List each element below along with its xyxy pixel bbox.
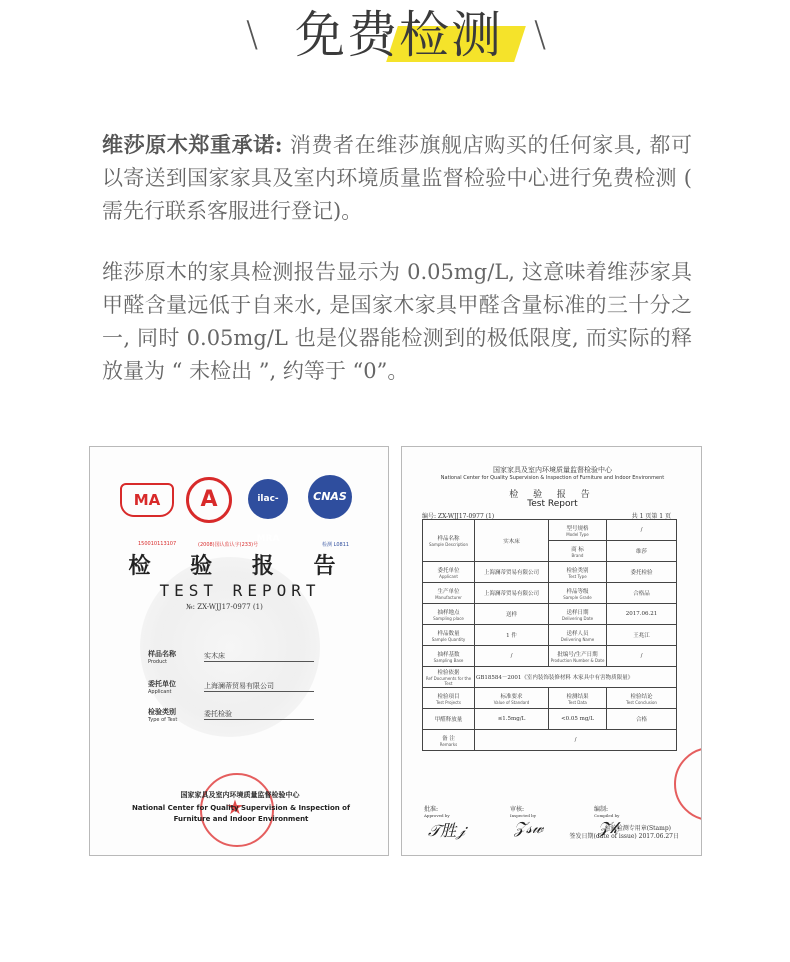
cal-logo-icon: A [186,477,232,523]
red-seal-stamp [674,747,702,821]
table-cell: / [475,646,549,667]
promise-paragraph [102,128,692,228]
table-cell: 检验项目 Test Projects [423,688,475,709]
cover-field-applicant [148,679,274,695]
page-title: 免费检测 [295,6,503,64]
table-cell: 检验结论 Test Conclusion [607,688,677,709]
ilac-mra-logo-icon: ilac-MRA [248,479,288,519]
cover-issuer-cn: 国家家具及室内环境质量监督检验中心 [180,791,300,799]
report-number: 编号: ZX-WJJ17-0977 (1) [422,513,495,520]
field-value: 委托检验 [204,709,314,720]
table-row [423,709,677,730]
cover-report-number: №: ZX-WJJ17-0977 (1) [186,603,263,611]
compiled-signature: 编制: Compiled by 𝒵𝓀 [594,806,620,837]
report-table [422,519,677,751]
field-label-en: Applicant [148,689,172,695]
table-cell: 商 标 Brand [549,541,607,562]
report-stamp-label: 检验检测专用章(Stamp) [604,825,671,832]
cover-issuer-en: National Center for Quality Supervision & Inspection of Furniture and Indoor Environment [131,804,351,823]
table-row [423,667,677,688]
field-label: 样品名称 [148,649,176,658]
table-row [423,520,677,541]
report-header-cn: 国家家具及室内环境质量监督检验中心 [493,466,612,474]
table-row [423,625,677,646]
slash-right: \ [534,14,547,55]
report-title-cn: 检 验 报 告 [509,490,596,500]
cnas-caption: 检测 L0811 [322,542,350,548]
table-cell: 合格品 [607,583,677,604]
table-cell: 2017.06.21 [607,604,677,625]
cnas-logo-icon: CNAS [308,475,352,519]
table-cell: 型号规格 Model Type [549,520,607,541]
table-cell: 检测结果 Test Data [549,688,607,709]
cover-field-product [148,649,225,665]
table-cell: 合格 [607,709,677,730]
report-issue-date: 签发日期(date of issue) 2017.06.27日 [569,833,679,840]
section-header [0,0,790,78]
slash-left: \ [246,14,259,55]
cover-field-test-type [148,707,232,723]
report-page: 共 1 页第 1 页 [631,513,671,520]
table-cell: 样品数量 Sample Quantity [423,625,475,646]
cal-caption: (2008)国认监认字(233)号 [198,542,259,548]
table-cell: / [607,520,677,541]
field-value: 上海澜蒂贸易有限公司 [204,681,314,692]
table-cell: 样品等级 Sample Grade [549,583,607,604]
table-cell: 样品名称 Sample Description [423,520,475,562]
table-row [423,604,677,625]
table-row [423,730,677,751]
table-cell: GB18584－2001《室内装饰装修材料 木家具中有害物质限量》 [475,667,677,688]
table-row [423,646,677,667]
table-cell: 王兆江 [607,625,677,646]
table-cell: 委托检验 [607,562,677,583]
field-label-en: Type of Test [148,717,178,723]
table-cell: 1 件 [475,625,549,646]
promise-lead: 维莎原木郑重承诺: [102,132,283,157]
report-cover-image [89,446,389,856]
table-cell: 上海澜蒂贸易有限公司 [475,583,549,604]
table-cell: 送样 [475,604,549,625]
table-cell: 抽样基数 Sampling Base [423,646,475,667]
cover-title-en: TEST REPORT [159,581,321,600]
table-cell: 维莎 [607,541,677,562]
field-label: 检验类别 [148,707,176,716]
table-cell: 委托单位 Applicant [423,562,475,583]
table-row [423,562,677,583]
table-row [423,688,677,709]
table-cell: / [475,730,677,751]
table-cell: 检验类别 Test Type [549,562,607,583]
detail-paragraph: 维莎原木的家具检测报告显示为 0.05mg/L, 这意味着维莎家具甲醛含量远低于自来水, 是国家木家具甲醛含量标准的三十分之一, 同时 0.05mg/L 也是仪器能检测到的极低限度, 而实际的释放量为 “ 未检出 ”, 约等于 “0”。 [102,260,692,383]
table-cell: 标准要求 Value of Standard [475,688,549,709]
cma-caption: 150010113107 [138,541,177,547]
inspected-signature: 审核: Inspected by 𝒵𝓈𝓌 [510,806,544,837]
field-value: 实木床 [204,651,314,662]
cma-logo-icon: MA [120,483,174,517]
table-cell: 送样日期 Delivering Date [549,604,607,625]
certification-logos [114,475,364,548]
table-cell: 抽样地点 Sampling place [423,604,475,625]
table-cell: 甲醛释放量 [423,709,475,730]
cover-title-cn: 检 验 报 告 [128,553,352,579]
table-cell: 备 注 Remarks [423,730,475,751]
approved-signature: 批准: Approved by 𝒯胜𝒿 [424,806,466,840]
table-cell: 批编号/生产日期 Production Number & Date [549,646,607,667]
table-cell: ≤1.5mg/L [475,709,549,730]
report-detail-image [401,446,702,856]
table-cell: / [607,646,677,667]
table-cell: <0.05 mg/L [549,709,607,730]
report-title-en: Test Report [527,499,578,509]
promise-text: 消费者在维莎旗舰店购买的任何家具, 都可以寄送到国家家具及室内环境质量监督检验中心进行免费检测 ( 需先行联系客服进行登记)。 [102,133,692,223]
table-cell: 上海澜蒂贸易有限公司 [475,562,549,583]
table-cell: 实木床 [475,520,549,562]
field-label-en: Product [148,659,167,665]
table-row [423,583,677,604]
table-cell: 检验依据 Ref Documents for the Test [423,667,475,688]
report-header-en: National Center for Quality Supervision & Inspection of Furniture and Indoor Environment [440,475,665,481]
table-cell: 送样人员 Delivering Name [549,625,607,646]
field-label: 委托单位 [148,679,176,688]
table-cell: 生产单位 Manufacturer [423,583,475,604]
